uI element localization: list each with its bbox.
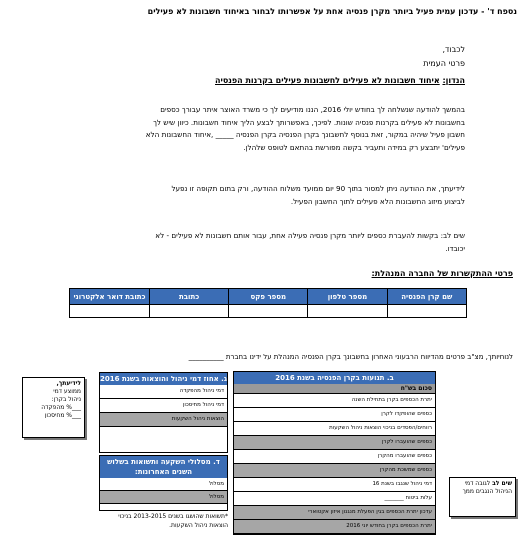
movements-title: ב. תנועות בקרן הפנסיה בשנת 2016 — [234, 372, 435, 384]
tracks-title: ד. מסלולי השקעה ותשואות בשלוש השנים האחרונות: — [100, 456, 227, 478]
tracks-footnote: *תשואות שהושגו בשנים 2013-2015 בניכוי הוצאות ניהול השקעות. — [118, 513, 228, 529]
fees-rows — [100, 385, 227, 427]
note-line: לגובה דמי הניהול — [464, 480, 512, 495]
table-row: רווחים/הפסדים בניכוי הוצאות ניהול השקעות — [234, 422, 435, 436]
column-header: מספר פקס — [229, 289, 308, 305]
note-line: ממוצע דמי — [53, 388, 81, 395]
intro-line — [13, 352, 513, 363]
table-row: עלות ביטוח _______ — [234, 492, 435, 506]
movements-rows — [234, 394, 435, 534]
paragraph-1-line-1: בהמשך להודעה שנשלחה לך בחודש יולי 2016, הננו מודיעים לך כי משרד האוצר איתר עבורך כספים — [160, 105, 465, 114]
contact-header-row — [70, 289, 467, 305]
table-cell[interactable] — [149, 305, 228, 318]
table-cell[interactable] — [308, 305, 387, 318]
table-row — [70, 305, 467, 318]
paragraph-2-line-1: לידיעתך, את ההודעה ניתן למסור בתוך 90 יום ממועד משלוח ההודעה, ורק בתום תקופה זו נפעל — [171, 184, 465, 193]
movements-subtitle: סכום בש"ח — [234, 384, 435, 394]
tracks-box — [99, 455, 228, 511]
paragraph-1-line-2: בחשבונות לא פעילים בקרנות פנסיה שונות. לפיכך, באפשרותך לבצע הליך איחוד חשבונות. כיוון שיש לך — [153, 117, 465, 127]
table-row: יתרת הכספים בקרן בתחילת השנה — [234, 394, 435, 408]
table-row: עדכון יתרת הכספים בגין הפעלת מנגנון איזון אקטוארי — [234, 506, 435, 520]
note-line: הנגבים ממך — [462, 488, 494, 495]
paragraph-1-line-4: פעילים' יתבצע רק במידה ותעביר בקשה מפורשת בהתאם לטופס שלהלן. — [243, 142, 465, 152]
table-cell[interactable] — [229, 305, 308, 318]
subject-text: איחוד חשבונות לא פעילים לחשבונות פעילים בקרנות הפנסיה — [215, 76, 440, 85]
table-row: כספים שהועברו לקרן — [234, 436, 435, 450]
table-cell[interactable] — [387, 305, 467, 318]
contact-table — [69, 288, 467, 318]
table-row: כספים שהועברו מהקרן — [234, 450, 435, 464]
page-title: נספח ד' - עדכון עמית פעיל ביותר מקרן פנסיה אחת על אפשרותו לבחור באיחוד חשבונות לא פעילים — [147, 7, 517, 16]
paragraph-3-line-1: שים לב: בקשות להעברת כספים ליותר מקרן פנסיה פעילה אחת, עבור אותם חשבונות לא פעילים - לא — [155, 231, 465, 240]
intro-text: לנוחיותך, מצ"ב פרטים מהדיווח הרבעוני האחרון בחשבונך בקרן הפנסיה המנהלת על ידינו בחברת — [225, 353, 513, 361]
table-row: דמי ניהול מהפקדה — [100, 385, 227, 399]
paragraph-1-line-3-end: בקרן הפנסיה _____ ,איחוד החשבונות הלא — [145, 130, 277, 140]
intro-blank: __________ — [188, 353, 224, 361]
table-row: כספים שהופקדו לקרן — [234, 408, 435, 422]
paragraph-2-line-2: לביצוע מיזוג החשבונות הלא פעילים לתוך החשבון הפעיל. — [290, 196, 465, 206]
fees-box — [99, 372, 228, 453]
salutation: לכבוד, — [442, 45, 465, 54]
contact-title: פרטי ההתקשרות של החברה המנהלת: — [371, 269, 513, 278]
fees-title: ג. אחוז דמי ניהול והוצאות בשנת 2016 — [100, 375, 227, 383]
paragraph-2 — [65, 183, 465, 208]
note-title: שים לב — [492, 480, 512, 487]
note-line: ניהול בקרן: — [51, 396, 81, 403]
fees-average-note — [22, 377, 85, 438]
paragraph-1 — [65, 104, 465, 154]
subject-label: הנדון: — [442, 76, 465, 85]
table-row: הוצאות ניהול השקעות — [100, 413, 227, 427]
active-account-text: חשבון פעיל — [430, 130, 465, 140]
table-row: כספים שמשכת מהקרן — [234, 464, 435, 478]
note-line: ___% מחיסכון — [44, 412, 81, 419]
column-header: שם קרן הפנסיה — [387, 289, 467, 305]
note-title: לידיעתך, — [56, 380, 81, 387]
fees-warning-note — [449, 477, 516, 517]
table-cell[interactable] — [70, 305, 150, 318]
member-details: פרטי העמית — [423, 59, 465, 68]
table-row: דמי ניהול שנגבו בשנת 16 — [234, 478, 435, 492]
table-row: מסלול — [100, 491, 227, 504]
paragraph-3 — [65, 230, 465, 255]
table-row: יתרת הכספים בקרן בחודש יוני 2016 — [234, 520, 435, 534]
subject-line — [25, 75, 465, 87]
tracks-rows — [100, 478, 227, 504]
paragraph-3-line-2: יכובדו. — [445, 243, 465, 253]
paragraph-1-line-3-rest: שיהיה במקור, זאת בנוסף לחשבונך בקרן הפנסיה — [278, 130, 428, 140]
note-line: ___% מהפקדה — [41, 404, 81, 411]
column-header: כתובת דואר אלקטרוני — [70, 289, 150, 305]
paragraph-1-line-3 — [65, 129, 465, 142]
table-row: מסלול — [100, 478, 227, 491]
column-header: מספר טלפון — [308, 289, 387, 305]
column-header: כתובת — [149, 289, 228, 305]
movements-box — [233, 371, 436, 535]
table-row: דמי ניהול מחיסכון — [100, 399, 227, 413]
